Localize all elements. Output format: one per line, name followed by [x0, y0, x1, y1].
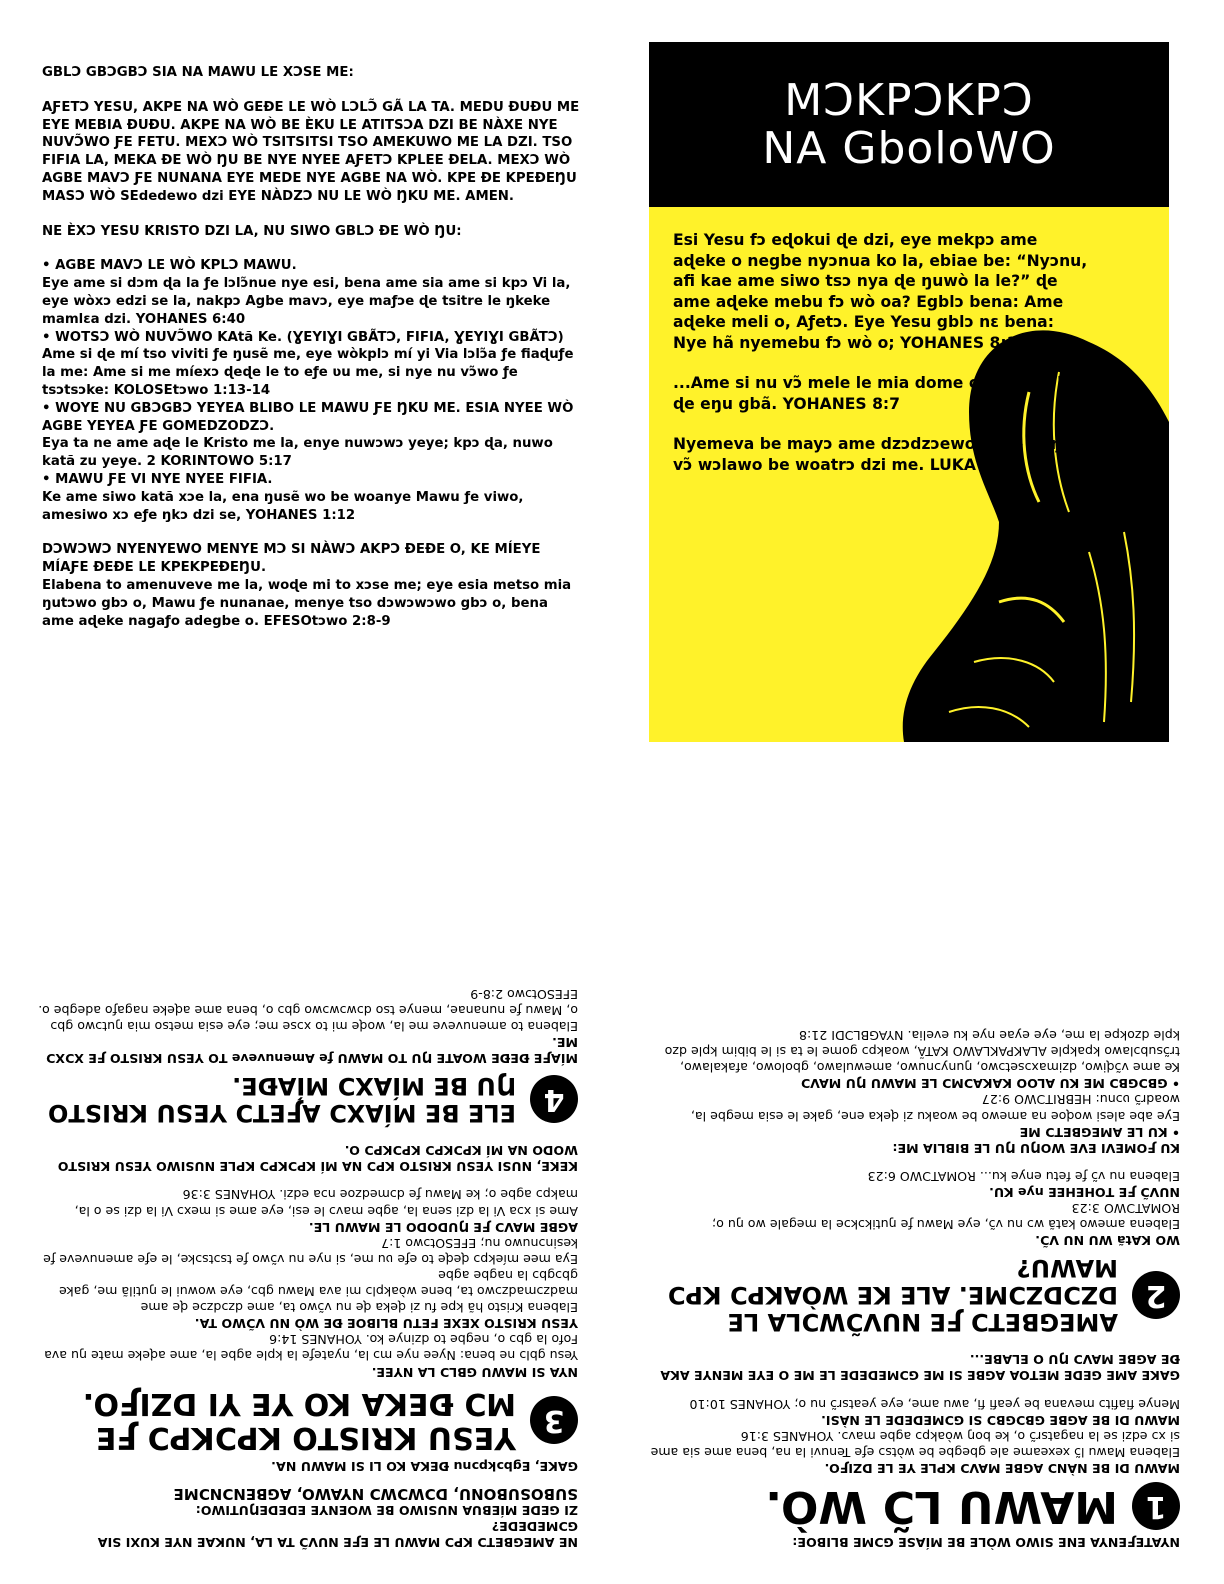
section-2-number: 2: [1132, 1271, 1180, 1319]
s2-h: • GBƆGBƆ ME KU ALOO KAKAƆMƆ LE MAWU ŊU MAVƆ: [800, 1076, 1180, 1092]
s2-e: KU ƑOMEVI EVE WOŊU ŊU LE BIBLIA ME:: [892, 1140, 1180, 1156]
section-1-header: [650, 1482, 1180, 1530]
s4-b: Elabena to amenuveve me la, woɖe mi to xɔse me; eye esia metso mia ŋutɔwo gbɔ o, Mawu ƒe nunanae, menye tso dɔwɔwɔwo gbɔ o, bena ame aɖeke nagaƒo adegbe o. EFESOtɔwo 2:8-9: [38, 986, 578, 1035]
bullet-new-life-text: Eya ta ne ame aɖe le Kristo me la, enye nuwɔwɔ yeye; kpɔ ɖa, nuwo katã zu yeye. 2 KORINTOWO 5:17: [42, 436, 553, 470]
section-4-title: ELE BE MÍAXƆ AƑETƆ YESU KRISTO ŊU BE MÍAXƆ MÍAÐE.: [47, 1072, 516, 1128]
section-3-title: YESU KRISTO KPƆKPƆ ƑE MƆ ÐEKA KO YE YI DZIƑO.: [82, 1385, 516, 1455]
s4-a: MÍAƑE ÐEÐE WOATE ŊU TO MAWU ƒe Amenuveve TO YESU KRISTO ƑE XƆXƆ ME.: [45, 1035, 578, 1067]
bullet-child-of-god-heading: • MAWU ƑE VI NYE NYEE FIFIA.: [42, 471, 273, 487]
bullet-forgiven-text: Ame si ɖe mí tso viviti ƒe ŋusẽ me, eye wòkplɔ mí yi Via lɔlɔ̃a ƒe fiaɖuƒe la me: Ame si me míexɔ ɖeɖe le to eƒe ʋu me, si nye nu vɔ̃wo ƒe tsɔtsɔke: KOLOSEtɔwo 1:13-14: [42, 347, 574, 398]
cover-verse-luke-5-32: Nyemeva be mayɔ ame dzɔdzɔewo o, ke boŋ nu vɔ̃ wɔlawo be woatrɔ dzi me. LUKA 5:32: [673, 435, 1090, 474]
cover-panel: [649, 42, 1169, 742]
s2-d: Elabena nu vɔ̃ ƒe fetu enye ku... ROMATƆWO 6:23: [867, 1168, 1180, 1184]
s1-c: MAWU DI BE AGBE GBƆGBƆ SI GƆMEDEDE LE NÀSI.: [821, 1412, 1180, 1428]
section-3-number: 3: [530, 1396, 578, 1444]
s1-e: GAKE AME GEDE METOA AGBE SI ME GƆMEDEDE LE ME O EYE MENYE AKA ÐE AGBE MAVƆ ŊU O ELABE...: [660, 1352, 1180, 1384]
p3-intro2: ZI GEDE MÍEBUA NUSIWO BE WOENYE EDEDEŊUTIWO:: [195, 1502, 578, 1518]
s2-g: Eye abe alesi woɖoe na amewo be woaku zi ɖeka ene, gake le esia megbe la, woadrɔ̃ ʋɔnu: HEBRITƆWO 9:27: [690, 1092, 1180, 1124]
bullet-eternal-life-text: Eye ame si dɔm ɖa la ƒe lɔlɔ̃nue nye esi, bena ame sia ame si kpɔ Vi la, eye wòxɔ edzi se la, nakpɔ Agbe mavɔ, eye maƒɔe ɖe tsitre le ŋkeke mamlɛa dzi. YOHANES 6:40: [42, 276, 571, 327]
s1-a: MAWU DI BE NÀNƆ AGBE MAVƆ KPLE YE LE DZIƑO.: [824, 1460, 1180, 1476]
s3-d: Elabena Kristo hã kpe fu zi ɖeka ɖe nu vɔ̃wo ta, ame dzɔdzɔe ɖe ame madzɔmadzɔwo ta, bene wòakplɔ mi ava Mawu gbɔ, eye wowui le ŋutilã me, gake gbɔgbɔ la nagbe agbe: [59, 1267, 578, 1316]
section-1-title: MAWU LƆ̃ WÒ.: [765, 1480, 1118, 1532]
s3-a: NYA SI MAWU GBLƆ LA NYEE.: [371, 1364, 578, 1380]
s2-a: WO KAtã WU NU VƆ̃.: [1035, 1233, 1180, 1249]
closing-heading: DƆWƆWƆ NYENYEWO MENYE MƆ SI NÀWƆ AKPƆ ÐEÐE O, KE MÍEYE MÍAƑE ÐEÐE LE KPEKPEÐEŊU.: [42, 542, 541, 576]
bullet-forgiven-heading: • WOTSƆ WÒ NUVƆ̃WO KAtã Ke. (ƔEYIƔI GBÃTƆ, FIFIA, ƔEYIƔI GBÃTƆ): [42, 329, 564, 345]
section-2-header: [650, 1254, 1180, 1335]
cover-verse-john-8-7: ...Ame si nu vɔ̃ mele le mia dome o la, neƒu kpe ɖe eŋu gbã. YOHANES 8:7: [673, 374, 1090, 413]
prayer-panel: [42, 64, 582, 714]
panel-sections-1-2: [650, 815, 1180, 1550]
s2-b: Elabena amewo katã wɔ nu vɔ̃, eye Mawu ƒe ŋutikɔkɔe la megale wo ŋu o; ROMATƆWO 3:23: [711, 1201, 1180, 1233]
s3-g: Ame si xɔa Vi la dzi sena la, agbe mavɔ le esi, eye ame si mexɔ Vi la dzi se o la, makpɔ agbe o; ke Mawu ƒe dɔmedzoe nɔa edzi. YOHANES 3:36: [74, 1187, 578, 1219]
s3-e: Eya mee míekpɔ ɖeɖe to eƒe ʋu me, si nye nu vɔ̃wo ƒe tsɔtsɔke, le eƒe amenuveve ƒe kesinɔnuwo nu; EFESOtɔwo 1:7: [43, 1235, 578, 1267]
cover-verses: [673, 230, 1093, 475]
s1-b: Elabena Mawu lɔ̃ xexeame ale gbegbe be wòtsɔ eƒe Tenuvi la na, bena ame sia ame si xɔ edzi se la nagatsrɔ̃ o, ke boŋ wòakpɔ agbe mavɔ. YOHANES 3:16: [650, 1428, 1180, 1460]
s2-c: NUVƆ̃ ƑE TOHEHEE nye KU.: [989, 1184, 1180, 1200]
s3-b: Yesu gblɔ ne bena: Nyee nye mɔ la, nyateƒe la kple agbe la, ame aɖeke mate ŋu ava Fofo la gbɔ o, negbe to dzinye ko. YOHANES 14:6: [44, 1332, 578, 1364]
bullet-eternal-life-heading: • AGBE MAVƆ LE WÒ KPLƆ MAWU.: [42, 258, 297, 274]
bullet-child-of-god-text: Ke ame siwo katã xɔe la, ena ŋusẽ wo be woanye Mawu ƒe viwo, amesiwo xɔ eƒe ŋkɔ dzi se, YOHANES 1:12: [42, 489, 524, 523]
p3-list: SUBOSUBONU, DƆWƆWƆ NYAWO, AGBENƆNƆME: [173, 1484, 578, 1503]
cover-verse-john-8-10: Esi Yesu fɔ eɖokui ɖe dzi, eye mekpɔ ame aɖeke o negbe nyɔnua ko la, ebiae be: “Nyɔnu, afi kae ame siwo tsɔ nya ɖe ŋuwò la le?” ɖe ame aɖeke mebu fɔ wò oa? Egblɔ bena: Ame aɖeke meli o, Aƒetɔ. Eye Yesu gblɔ nɛ bena: Nye hã nyemebu fɔ wò o; YOHANES 8:10-11: [673, 231, 1088, 352]
prayer-text: AƑETƆ YESU, AKPE NA WÒ GEÐE LE WÒ LƆLƆ̃ GÃ LA TA. MEDU ÐUÐU ME EYE MEBIA ÐUÐU. AKPE NA WÒ BE ÈKU LE ATITSƆA DZI BE NÀXE NYE NUVƆ̃WO ƑE FETU. MEXƆ WÒ TSITSITSI TSO AMEKUWO ME LA DZI. TSO FIFIA LA, MEKA ÐE WÒ ŊU BE NYE NYEE AƑETƆ KPLEE ÐELA. MEXƆ WÒ AGBE MAVƆ ƑE NUNANA EYE MEDE NYE AGBE NA WÒ. KPE ÐE KPEÐEŊU MASƆ WÒ SEdedewo dzi EYE NÀDZƆ NU LE WÒ ŊKU ME. AMEN.: [42, 99, 580, 204]
section-1-number: 1: [1132, 1482, 1180, 1530]
s3-c: YESU KRISTO XEXE FETU BLIBOE ÐE WÒ NU VƆ̃WO TA.: [194, 1316, 578, 1332]
s1-d: Menye fiafitɔ mevana be yeafi fi, awu ame, eye yeatsrɔ̃ nu o; YOHANES 10:10: [689, 1396, 1180, 1412]
p1-intro: NYATEƑENYA ENE SIWO WÒLE BE MÍASE GƆME BLIBOE:: [792, 1535, 1180, 1550]
s2-i: Ke ame vɔ̃ɖiwo, dzimaxɔsetɔwo, ŋunyɔnuwo, amewulawo, gbolowo, afakalawo, trɔ̃subɔlawo kpakple ALAKPAKLAWO KATÃ, woakpɔ gome le ta si le bibim kple dzo kple dzokpe la me, eye eyae nye ku evelia. NYAGBLƆDI 21:8: [664, 1028, 1180, 1076]
cover-title-line1: MƆKPƆKPƆ: [784, 74, 1034, 126]
s3-f: AGBE MAVƆ ƑE ŊUDODO LE MAWU LE.: [308, 1219, 578, 1235]
cover-title-line2: NA GboloWO: [762, 122, 1056, 174]
section-4-header: [38, 1072, 578, 1126]
closing-text: Elabena to amenuveve me la, woɖe mi to xɔse me; eye esia metso mia ŋutɔwo gbɔ o, Mawu ƒe nunanae, menye tso dɔwɔwɔwo gbɔ o, bena ame aɖeke nagaƒo adegbe o. EFESOtɔwo 2:8-9: [42, 577, 572, 629]
s2-f: • KU LE AMEGBETƆ ME: [1019, 1124, 1180, 1140]
section-2-title: AMEGBETƆ ƑE NUVƆ̃WƆLA LE DZƆDZƆME. ALE KE WÒAKPƆ KPƆ MAWU?: [667, 1254, 1118, 1337]
s3-h: KEKE, NUSI YESU KRISTO KPƆ NA MÍ KPƆKPƆ KPLE NUSIWO YESU KRISTO WODO NA MÍ KPƆKPƆ KPƆKPƆ O.: [57, 1143, 578, 1175]
p3-intro3: GAKE, Egbɔkpɔnu ÐEKA KO LI SI MAWU NA.: [271, 1458, 578, 1474]
assurance-intro: NE ÈXƆ YESU KRISTO DZI LA, NU SIWO GBLƆ ÐE WÒ ŊU:: [42, 223, 462, 239]
bullet-new-life-heading: • WOYE NU GBƆGBƆ YEYEA BLIBO LE MAWU ƑE ŊKU ME. ESIA NYEE WÒ AGBE YEYEA ƑE GOMEDZODZƆ.: [42, 400, 574, 434]
prayer-heading: GBLƆ GBƆGBƆ SIA NA MAWU LE XƆSE ME:: [42, 65, 354, 80]
p3-intro: NE AMEGBETƆ KPƆ MAWU LE EƑE NUVƆ̃ TA LA, NUKAE NYE KUXI SIA GƆMEDEDE?: [97, 1518, 578, 1550]
section-3-header: [38, 1386, 578, 1454]
panel-sections-3-4: [38, 800, 578, 1550]
cover-title-block: [649, 42, 1169, 207]
section-4-number: 4: [530, 1075, 578, 1123]
